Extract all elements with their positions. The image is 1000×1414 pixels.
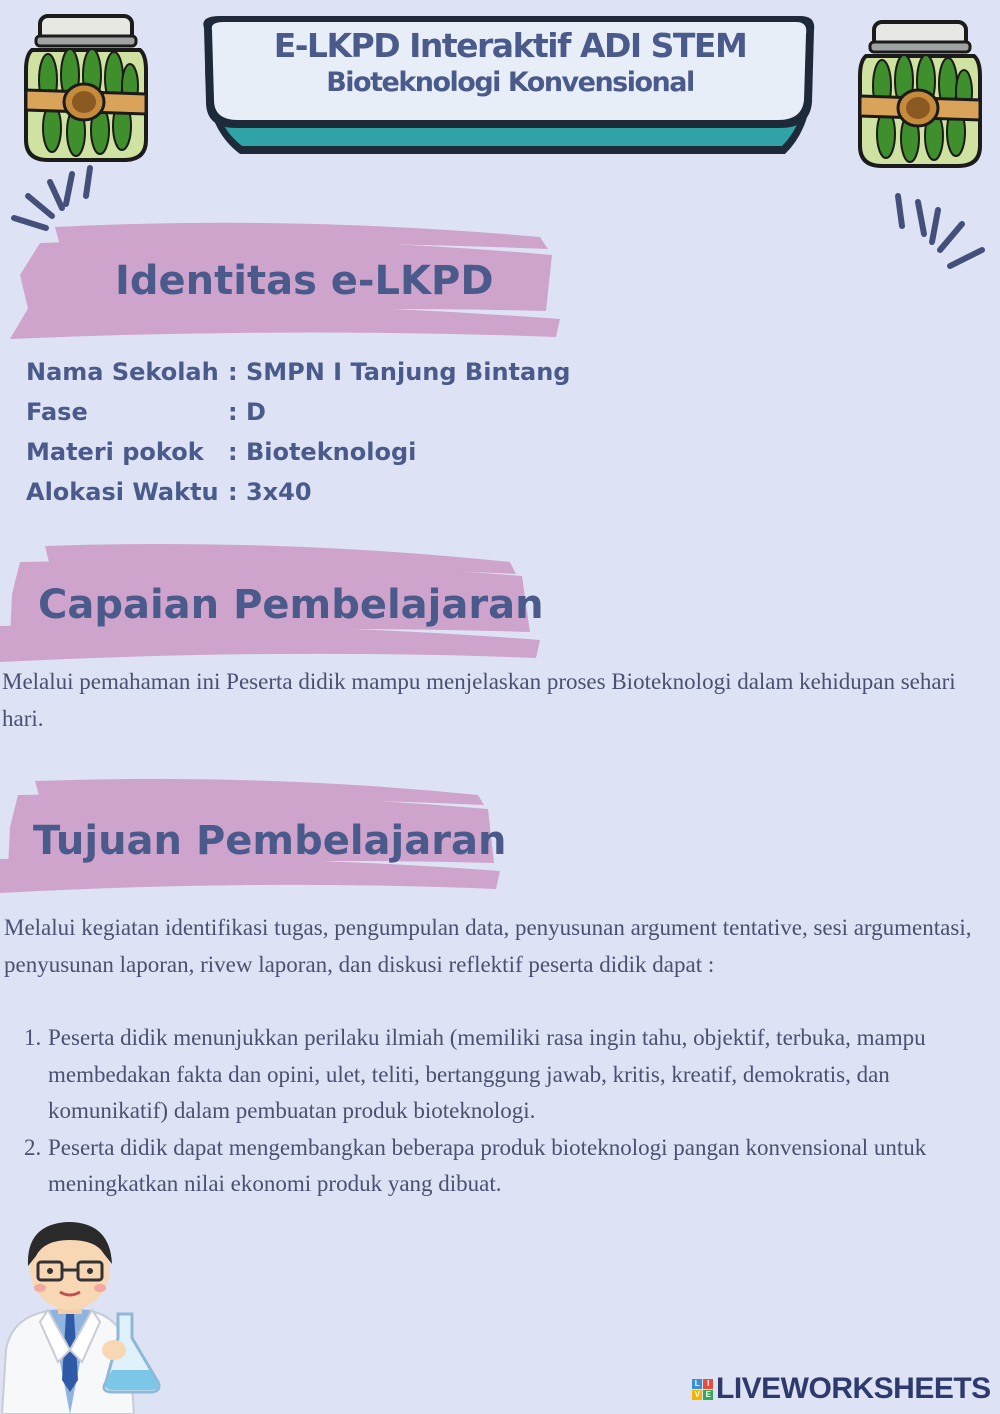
tujuan-list — [24, 1020, 994, 1203]
capaian-paragraph: Melalui pemahaman ini Peserta didik mampu menjelaskan proses Bioteknologi dalam kehidupan sehari hari. — [2, 669, 956, 731]
identity-label: Alokasi Waktu — [26, 478, 219, 506]
scientist-illustration — [0, 1210, 170, 1414]
list-item-number: 2. — [24, 1134, 42, 1160]
banner-title-line1: E-LKPD Interaktif ADI STEM — [273, 26, 747, 65]
list-item — [24, 1020, 994, 1130]
logo-letter: L — [692, 1379, 702, 1389]
tujuan-intro-paragraph: Melalui kegiatan identifikasi tugas, pengumpulan data, penyusunan argument tentative, sesi argumentasi, penyusunan laporan, rivew laporan, dan diskusi reflektif peserta didik dapat : — [4, 915, 972, 977]
list-item-number: 1. — [24, 1025, 42, 1050]
identity-label: Materi pokok — [26, 438, 204, 466]
sparkle-lines-icon — [888, 190, 988, 275]
identity-row-school — [26, 352, 570, 392]
identity-row-time — [26, 472, 570, 512]
list-item-text: Peserta didik dapat mengembangkan beberapa produk bioteknologi pangan konvensional untuk meningkatkan nilai ekonomi produk yang dibuat. — [48, 1134, 927, 1196]
identity-label: Fase — [26, 398, 88, 426]
banner-title-line2: Bioteknologi Konvensional — [326, 67, 694, 98]
liveworksheets-logo-icon — [692, 1379, 713, 1400]
liveworksheets-brand-text: LIVEWORKSHEETS — [716, 1372, 991, 1405]
identity-value: : 3x40 — [228, 478, 312, 506]
identity-row-phase — [26, 392, 570, 432]
identity-list — [26, 352, 570, 512]
identity-value: : D — [228, 398, 266, 426]
capaian-heading: Capaian Pembelajaran — [38, 582, 544, 628]
identitas-heading: Identitas e-LKPD — [115, 258, 494, 304]
identity-value: : Bioteknologi — [228, 438, 417, 466]
sparkle-lines-icon — [6, 160, 106, 240]
pickle-jar-icon — [18, 10, 153, 165]
logo-letter: V — [692, 1390, 702, 1400]
logo-letter: E — [703, 1390, 713, 1400]
tujuan-heading: Tujuan Pembelajaran — [33, 818, 507, 864]
identity-value: : SMPN I Tanjung Bintang — [228, 358, 571, 386]
identity-row-subject — [26, 432, 570, 472]
liveworksheets-logo — [692, 1374, 991, 1404]
list-item — [24, 1130, 994, 1203]
identity-label: Nama Sekolah — [26, 358, 219, 386]
pickle-jar-icon — [852, 16, 987, 171]
list-item-text: Peserta didik menunjukkan perilaku ilmiah (memiliki rasa ingin tahu, objektif, terbuka, mampu membedakan fakta dan opini, ulet, teliti, bertanggung jawab, kritis, kreatif, demokratis, dan komunikatif) dalam pembuatan produk bioteknologi. — [48, 1025, 926, 1123]
banner-title — [200, 26, 820, 100]
logo-letter: I — [703, 1379, 713, 1389]
